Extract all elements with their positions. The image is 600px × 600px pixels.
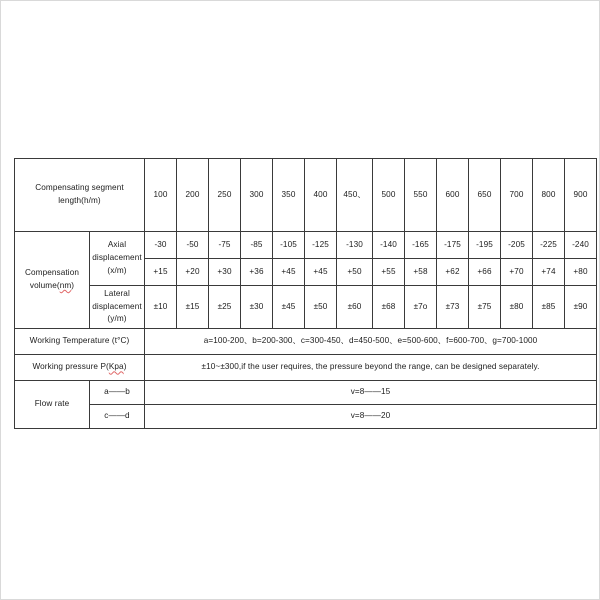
axial-positive-value: +45 bbox=[273, 259, 305, 286]
axial-positive-value: +58 bbox=[405, 259, 437, 286]
compensation-label-line2-end: ) bbox=[71, 281, 75, 291]
axial-negative-value: -225 bbox=[533, 232, 565, 259]
label-flow-rate: Flow rate bbox=[15, 381, 90, 429]
flow-rate-value: v=8——15 bbox=[145, 381, 597, 405]
length-value: 100 bbox=[145, 159, 177, 232]
header-label-line2: length(h/m) bbox=[58, 196, 101, 205]
table-row-working-temperature bbox=[15, 329, 597, 355]
axial-negative-value: -50 bbox=[177, 232, 209, 259]
table-row-flow-rate-second bbox=[15, 405, 597, 429]
compensation-label-line2: volume( bbox=[29, 281, 60, 291]
length-value: 600 bbox=[437, 159, 469, 232]
lateral-value: ±75 bbox=[469, 286, 501, 329]
lateral-value: ±90 bbox=[565, 286, 597, 329]
axial-positive-value: +20 bbox=[177, 259, 209, 286]
axial-positive-value: +74 bbox=[533, 259, 565, 286]
sub-label-axial-displacement bbox=[90, 232, 145, 286]
axial-positive-value: +70 bbox=[501, 259, 533, 286]
pressure-label-end: ) bbox=[123, 362, 127, 372]
header-label-line1: Compensating segment bbox=[35, 183, 124, 193]
lateral-value: ±30 bbox=[241, 286, 273, 329]
lateral-value: ±45 bbox=[273, 286, 305, 329]
axial-negative-value: -195 bbox=[469, 232, 501, 259]
axial-positive-value: +30 bbox=[209, 259, 241, 286]
lateral-value: ±80 bbox=[501, 286, 533, 329]
length-value: 400 bbox=[305, 159, 337, 232]
length-value: 650 bbox=[469, 159, 501, 232]
axial-negative-value: -130 bbox=[337, 232, 373, 259]
compensation-label-unit: nm bbox=[59, 281, 72, 291]
label-working-pressure bbox=[15, 355, 145, 381]
length-value: 900 bbox=[565, 159, 597, 232]
axial-negative-value: -30 bbox=[145, 232, 177, 259]
axial-negative-value: -240 bbox=[565, 232, 597, 259]
label-working-temperature: Working Temperature (t°C) bbox=[15, 329, 145, 355]
pressure-label-start: Working pressure P( bbox=[32, 362, 109, 372]
lateral-value: ±85 bbox=[533, 286, 565, 329]
axial-negative-value: -165 bbox=[405, 232, 437, 259]
value-working-pressure: ±10~±300,if the user requires, the pressure beyond the range, can be designed separately. bbox=[145, 355, 597, 381]
axial-negative-value: -140 bbox=[373, 232, 405, 259]
table-row-lateral bbox=[15, 286, 597, 329]
lateral-value: ±25 bbox=[209, 286, 241, 329]
table-row-working-pressure bbox=[15, 355, 597, 381]
compensation-label-line1: Compensation bbox=[25, 268, 79, 278]
lateral-value: ±60 bbox=[337, 286, 373, 329]
axial-negative-value: -125 bbox=[305, 232, 337, 259]
lateral-value: ±68 bbox=[373, 286, 405, 329]
axial-negative-value: -105 bbox=[273, 232, 305, 259]
axial-label-line2: displacement bbox=[92, 253, 142, 263]
table-row-axial-negative bbox=[15, 232, 597, 259]
lateral-value: ±15 bbox=[177, 286, 209, 329]
length-value: 450、 bbox=[337, 159, 373, 232]
flow-rate-pair: a——b bbox=[90, 381, 145, 405]
axial-positive-value: +55 bbox=[373, 259, 405, 286]
length-value: 500 bbox=[373, 159, 405, 232]
length-value: 350 bbox=[273, 159, 305, 232]
axial-positive-value: +45 bbox=[305, 259, 337, 286]
flow-rate-pair: c——d bbox=[90, 405, 145, 429]
pressure-label-unit: Kpa bbox=[108, 362, 124, 372]
table-row-flow-rate-first bbox=[15, 381, 597, 405]
lateral-value: ±73 bbox=[437, 286, 469, 329]
axial-label-line3: (x/m) bbox=[107, 265, 127, 275]
axial-positive-value: +15 bbox=[145, 259, 177, 286]
axial-negative-value: -85 bbox=[241, 232, 273, 259]
length-value: 800 bbox=[533, 159, 565, 232]
lateral-label-line2: displacement bbox=[92, 301, 142, 311]
row-label-compensation-volume bbox=[15, 232, 90, 329]
lateral-label-line3: (y/m) bbox=[107, 314, 127, 324]
length-value: 300 bbox=[241, 159, 273, 232]
axial-positive-value: +62 bbox=[437, 259, 469, 286]
axial-negative-value: -205 bbox=[501, 232, 533, 259]
axial-negative-value: -175 bbox=[437, 232, 469, 259]
flow-rate-value: v=8——20 bbox=[145, 405, 597, 429]
lateral-value: ±7o bbox=[405, 286, 437, 329]
lateral-value: ±50 bbox=[305, 286, 337, 329]
sub-label-lateral-displacement bbox=[90, 286, 145, 329]
value-working-temperature: a=100-200、b=200-300、c=300-450、d=450-500、e=500-600、f=600-700、g=700-1000 bbox=[145, 329, 597, 355]
length-value: 250 bbox=[209, 159, 241, 232]
axial-positive-value: +36 bbox=[241, 259, 273, 286]
table-row-header-lengths bbox=[15, 159, 597, 232]
lateral-label-line1: Lateral bbox=[104, 289, 130, 298]
length-value: 700 bbox=[501, 159, 533, 232]
axial-positive-value: +66 bbox=[469, 259, 501, 286]
axial-positive-value: +50 bbox=[337, 259, 373, 286]
axial-positive-value: +80 bbox=[565, 259, 597, 286]
specification-table bbox=[14, 158, 597, 429]
axial-negative-value: -75 bbox=[209, 232, 241, 259]
length-value: 200 bbox=[177, 159, 209, 232]
lateral-value: ±10 bbox=[145, 286, 177, 329]
axial-label-line1: Axial bbox=[107, 240, 127, 250]
header-label-compensating-length bbox=[15, 159, 145, 232]
length-value: 550 bbox=[405, 159, 437, 232]
